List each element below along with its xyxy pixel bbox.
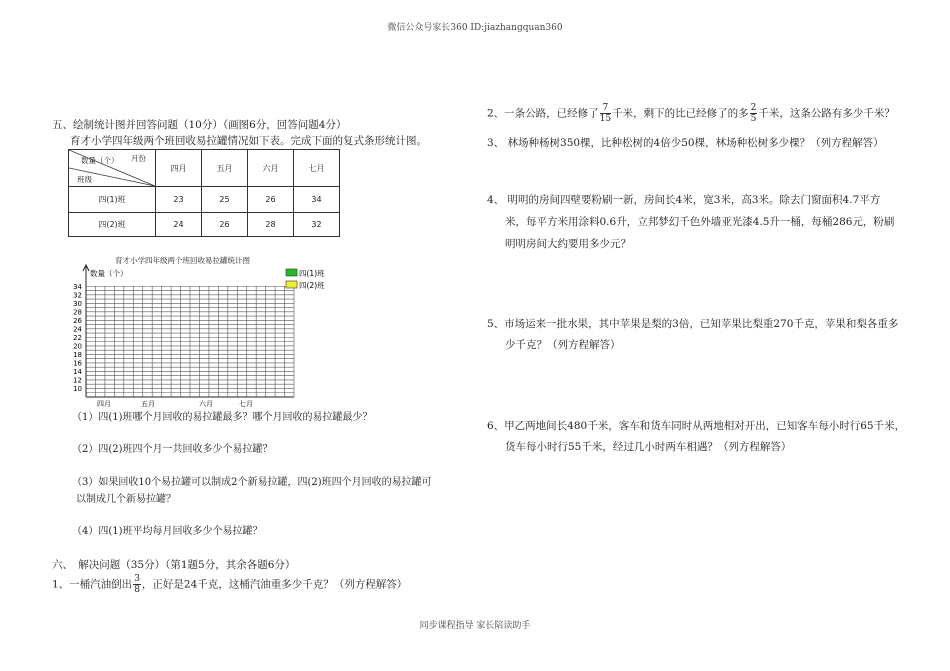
y-tick-label: 18 bbox=[73, 350, 82, 359]
value-cell: 23 bbox=[156, 187, 202, 213]
month-header: 七月 bbox=[294, 150, 340, 187]
value-cell: 25 bbox=[202, 187, 248, 213]
y-tick-label: 12 bbox=[73, 376, 82, 385]
corner-month: 月份 bbox=[131, 154, 146, 163]
q1-fraction bbox=[133, 574, 141, 595]
y-tick-label: 34 bbox=[73, 282, 82, 291]
q2-frac1 bbox=[600, 103, 611, 124]
question-1: （1）四(1)班哪个月回收的易拉罐最多？哪个月回收的易拉罐最少？ bbox=[72, 412, 373, 423]
bar-chart bbox=[60, 262, 350, 407]
x-tick-label: 六月 bbox=[199, 400, 213, 407]
y-tick-label: 30 bbox=[73, 299, 82, 308]
q2-b: 千米，剩下的比已经修了的多 bbox=[612, 107, 749, 120]
y-tick-label: 22 bbox=[73, 333, 82, 342]
y-tick-label: 20 bbox=[73, 342, 82, 351]
legend-swatch bbox=[286, 269, 297, 276]
x-tick-label: 五月 bbox=[141, 400, 155, 407]
x-tick-label: 七月 bbox=[239, 400, 253, 407]
section6-q1 bbox=[52, 574, 407, 595]
q2-c: 千米，这条公路有多少千米？ bbox=[758, 107, 895, 120]
table-corner bbox=[69, 150, 156, 187]
q1-post: ，正好是24千克，这桶汽油重多少千克？（列方程解答） bbox=[141, 578, 408, 591]
value-cell: 26 bbox=[248, 187, 294, 213]
value-cell: 26 bbox=[202, 213, 248, 237]
right-q6-line1: 6、甲乙两地间长480千米，客车和货车同时从两地相对开出，已知客车每小时行65千米， bbox=[487, 420, 906, 432]
y-axis-label: 数量（个） bbox=[90, 269, 128, 278]
data-table bbox=[68, 149, 340, 237]
q2-d2: 5 bbox=[750, 114, 757, 124]
q2-frac2 bbox=[750, 103, 758, 124]
section5-title: 五、绘制统计图并回答问题（10分）（画图6分，回答问题4分） bbox=[52, 119, 347, 131]
y-tick-label: 26 bbox=[73, 316, 82, 325]
chart-title: 育才小学四年级两个班回收易拉罐统计图 bbox=[115, 256, 250, 265]
y-tick-label: 16 bbox=[73, 359, 82, 368]
y-tick-label: 24 bbox=[73, 325, 82, 334]
value-cell: 28 bbox=[248, 213, 294, 237]
class-cell: 四(1)班 bbox=[69, 187, 156, 213]
y-tick-label: 32 bbox=[73, 291, 82, 300]
section6-title: 六、 解决问题（35分）（第1题5分，其余各题6分） bbox=[52, 559, 296, 571]
value-cell: 32 bbox=[294, 213, 340, 237]
right-q3: 3、 林场种杨树350棵，比种松树的4倍少50棵，林场种松树多少棵？（列方程解答） bbox=[487, 137, 884, 149]
page-header: 微信公众号家长360 ID:jiazhangquan360 bbox=[387, 23, 563, 33]
class-cell: 四(2)班 bbox=[69, 213, 156, 237]
question-3-cont: 以制成几个新易拉罐？ bbox=[76, 494, 176, 505]
question-2: （2）四(2)班四个月一共回收多少个易拉罐？ bbox=[72, 444, 273, 455]
value-cell: 34 bbox=[294, 187, 340, 213]
corner-qty: 数量（个） bbox=[81, 156, 119, 165]
y-tick-label: 14 bbox=[73, 367, 82, 376]
page-footer: 同步课程指导 家长陪读助手 bbox=[419, 621, 531, 631]
y-tick-label: 10 bbox=[73, 384, 82, 393]
right-q4-line2: 米，每平方米用涂料0.6升，立邦梦幻千色外墙亚光漆4.5升一桶，每桶286元，粉刷 bbox=[505, 216, 895, 228]
question-4: （4）四(1)班平均每月回收多少个易拉罐？ bbox=[72, 526, 263, 537]
right-q2 bbox=[487, 103, 895, 124]
month-header: 五月 bbox=[202, 150, 248, 187]
month-header: 四月 bbox=[156, 150, 202, 187]
right-q6-line2: 货车每小时行55千米，经过几小时两车相遇？（列方程解答） bbox=[505, 441, 792, 453]
q2-n1: 7 bbox=[600, 103, 611, 114]
legend-label: 四(1)班 bbox=[299, 269, 325, 278]
x-tick-label: 四月 bbox=[97, 400, 111, 407]
legend-label: 四(2)班 bbox=[299, 281, 325, 290]
q1-pre: 1、一桶汽油倒出 bbox=[52, 578, 133, 591]
q1-den: 8 bbox=[134, 585, 140, 595]
q1-num: 3 bbox=[134, 574, 140, 584]
right-q4-line1: 4、 明明的房间四壁要粉刷一新，房间长4米，宽3米，高3米。除去门窗面积4.7平方 bbox=[487, 194, 881, 206]
section5-intro: 育才小学四年级两个班回收易拉罐情况如下表。完成下面的复式条形统计图。 bbox=[70, 135, 427, 147]
question-3: （3）如果回收10个易拉罐可以制成2个新易拉罐，四(2)班四个月回收的易拉罐可 bbox=[72, 477, 432, 488]
right-q5-line2: 少千克？（列方程解答） bbox=[505, 339, 621, 351]
q2-d1: 15 bbox=[599, 114, 612, 124]
right-q5-line1: 5、市场运来一批水果，其中苹果是梨的3倍，已知苹果比梨重270千克，苹果和梨各重多 bbox=[487, 318, 899, 330]
value-cell: 24 bbox=[156, 213, 202, 237]
q2-a: 2、一条公路，已经修了 bbox=[487, 107, 599, 120]
legend-swatch bbox=[286, 281, 297, 288]
corner-class: 班级 bbox=[77, 175, 92, 184]
right-q4-line3: 明明房间大约要用多少元？ bbox=[505, 238, 631, 250]
y-tick-label: 28 bbox=[73, 308, 82, 317]
month-header: 六月 bbox=[248, 150, 294, 187]
q2-n2: 2 bbox=[750, 103, 757, 113]
